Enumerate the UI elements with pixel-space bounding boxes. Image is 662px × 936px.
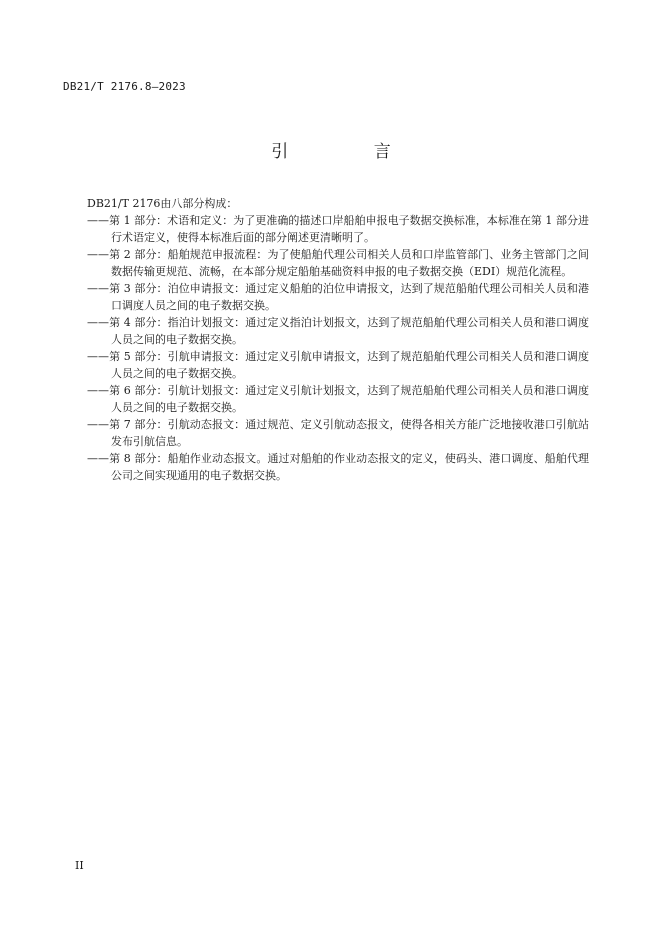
page-number: II — [75, 859, 84, 872]
list-item-part-1: ——第 1 部分：术语和定义：为了更准确的描述口岸船舶申报电子数据交换标准，本标准在第 1 部分进行术语定义，使得本标准后面的部分阐述更清晰明了。 — [87, 214, 589, 244]
list-item-part-6: ——第 6 部分：引航计划报文：通过定义引航计划报文，达到了规范船舶代理公司相关人员和港口调度人员之间的电子数据交换。 — [87, 384, 589, 414]
list-item-part-2: ——第 2 部分：船舶规范申报流程：为了使船舶代理公司相关人员和口岸监管部门、业务主管部门之间数据传输更规范、流畅，在本部分规定船舶基础资料申报的电子数据交换（EDI）规范化流程。 — [87, 248, 589, 278]
document-code: DB21/T 2176.8—2023 — [63, 80, 186, 93]
list-item-part-4: ——第 4 部分：指泊计划报文：通过定义指泊计划报文，达到了规范船舶代理公司相关人员和港口调度人员之间的电子数据交换。 — [87, 316, 589, 346]
list-item-part-3: ——第 3 部分：泊位申请报文：通过定义船舶的泊位申请报文，达到了规范船舶代理公司相关人员和港口调度人员之间的电子数据交换。 — [87, 282, 589, 312]
intro-paragraph: DB21/T 2176由八部分构成： — [87, 197, 238, 210]
list-item-part-7: ——第 7 部分：引航动态报文：通过规范、定义引航动态报文，使得各相关方能广泛地接收港口引航站发布引航信息。 — [87, 418, 589, 448]
list-item-part-5: ——第 5 部分：引航申请报文：通过定义引航申请报文，达到了规范船舶代理公司相关人员和港口调度人员之间的电子数据交换。 — [87, 350, 589, 380]
list-item-part-8: ——第 8 部分：船舶作业动态报文。通过对船舶的作业动态报文的定义，使码头、港口调度、船舶代理公司之间实现通用的电子数据交换。 — [87, 452, 589, 482]
body-text — [87, 195, 589, 484]
section-title: 引 言 — [271, 142, 431, 162]
